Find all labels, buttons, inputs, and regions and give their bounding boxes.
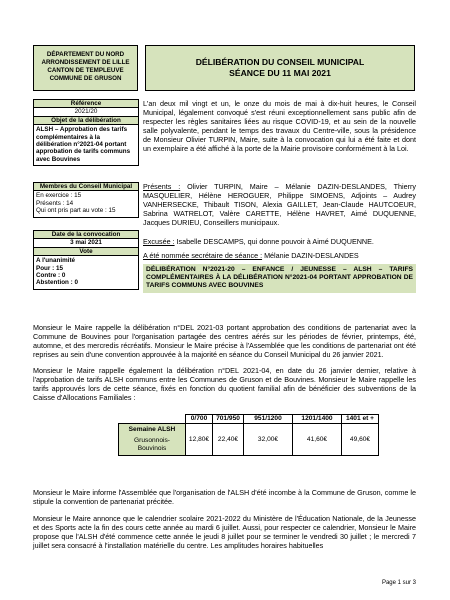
table-cell: 41,60€: [293, 424, 342, 456]
vote-label: Vote: [33, 247, 139, 255]
members-line: Présents : 14: [36, 199, 74, 207]
convocation-label: Date de la convocation: [33, 230, 139, 238]
header-left-line: COMMUNE DE GRUSON: [49, 75, 122, 82]
presents-paragraph: [143, 182, 416, 227]
deliberation-title: DÉLIBÉRATION N°2021-20 – ENFANCE / JEUNESSE – ALSH – TARIFS COMPLÉMENTAIRES À LA DÉLIBÉRATION N°2021-04 PORTANT APPROBATION DE TARIFS COMMUNS AVEC BOUVINES: [146, 266, 413, 290]
excusee-label: Excusée :: [143, 237, 175, 246]
table-header-cell: 951/1200: [244, 415, 293, 424]
table-row: [119, 424, 379, 456]
tariff-table: [118, 414, 379, 456]
header-left-line: CANTON DE TEMPLEUVE: [47, 67, 124, 74]
secretaire-paragraph: [143, 251, 416, 260]
table-cell: 49,60€: [342, 424, 379, 456]
table-header-row: [119, 415, 379, 424]
body-paragraph: Monsieur le Maire annonce que le calendrier scolaire 2021-2022 du Ministère de l'Éducation Nationale, de la Jeunesse et des Sports acte la fin des cours cette année au mardi 6 juillet. Aussi, pour respecter ce calendrier, Monsieur le Maire propose que l'ALSH d'été commence cette année le jeudi 8 juillet pour se terminer le vendredi 30 juillet ; le mercredi 7 juillet sera consacré à l'installation matérielle du centre. Les amplitudes horaires habituelles: [33, 514, 416, 551]
objet-label: Objet de la délibération: [33, 116, 139, 124]
vote-line: A l'unanimité: [36, 257, 76, 265]
session-date: SÉANCE DU 11 MAI 2021: [229, 68, 331, 78]
vote-line: Contre : 0: [36, 272, 66, 280]
page-number: Page 1 sur 3: [381, 580, 416, 586]
vote-line: Abstention : 0: [36, 279, 78, 287]
reference-panel: [33, 99, 139, 166]
body-paragraph: Monsieur le Maire rappelle la délibération n°DEL 2021-03 portant approbation des conditions de partenariat avec la Commune de Bouvines pour l'organisation partagée des centres aérés sur les périodes de février, printemps, été, automne, et des mercredis récréatifs. Monsieur le Maire précise à l'Assemblée que les conditions de partenariat ont été reprises au sein d'une convention approuvée à la majorité en séance du Conseil Municipal du 26 janvier 2021.: [33, 323, 416, 360]
body-paragraph: Monsieur le Maire rappelle également la délibération n°DEL 2021-04, en date du 26 janvier dernier, relative à l'approbation de tarifs ALSH communs entre les Communes de Gruson et de Bouvines. Monsieur le Maire rappelle les tarifs approuvés lors de cette séance, fixés en fonction du quotient familial afin de bénéficier des subventions de la Caisse d'Allocations Familiales :: [33, 366, 416, 403]
header-administrative-box: [33, 45, 138, 91]
convocation-date: 3 mai 2021: [33, 238, 139, 246]
header-title-box: [145, 45, 415, 91]
reference-value: 2021/20: [33, 107, 139, 115]
presents-text: Olivier TURPIN, Maire – Mélanie DAZIN-DESLANDES, Thierry MASQUELIER, Hélène HEROGUER, Philippe SIMOENS, Adjoints – Audrey VANHERSECKE, Thibault TISON, Alexia GAILLET, Jean-Claude HAUTCOEUR, Sabrina WATRELOT, Valère CARETTE, Hélène HAVRET, Aimé DUQUENNE, Jacques DURIEU, Conseillers municipaux.: [143, 182, 417, 228]
deliberation-title-banner: [143, 264, 416, 293]
header-left-line: DÉPARTEMENT DU NORD: [46, 51, 125, 58]
table-header-cell: 0/700: [186, 415, 213, 424]
body-paragraph: Monsieur le Maire informe l'Assemblée que l'organisation de l'ALSH d'été incombe à la Commune de Gruson, comme le stipule la convention de partenariat précitée.: [33, 488, 416, 507]
members-line: En exercice : 15: [36, 192, 82, 200]
table-header-cell: 1201/1400: [293, 415, 342, 424]
secretaire-label: A été nommée secrétaire de séance :: [143, 251, 263, 260]
table-cell: 22,40€: [213, 424, 244, 456]
vote-line: Pour : 15: [36, 264, 63, 272]
members-panel: [33, 182, 139, 218]
excusee-paragraph: [143, 237, 416, 246]
intro-paragraph: L'an deux mil vingt et un, le onze du mois de mai à dix-huit heures, le Conseil Municipal, légalement convoqué s'est réuni exceptionnellement sans public afin de respecter les règles sanitaires liées au risque COVID-19, et au sein de la nouvelle salle polyvalente, pendant le temps des travaux du Centre-ville, sous la présidence de Monsieur Olivier TURPIN, Maire, suite à la convocation qui lui a été faite et dont un exemplaire a été affiché à la porte de la Mairie provisoire conformément à la Loi.: [143, 99, 416, 154]
convocation-panel: [33, 230, 139, 290]
table-cell: 12,80€: [186, 424, 213, 456]
secretaire-text: Mélanie DAZIN-DESLANDES: [264, 251, 359, 260]
document-title: DÉLIBÉRATION DU CONSEIL MUNICIPAL: [195, 57, 365, 67]
table-row-label: Semaine ALSH Grusonnois-Bouvinois: [119, 424, 186, 456]
presents-label: Présents :: [143, 182, 181, 191]
table-cell: 32,00€: [244, 424, 293, 456]
table-header-cell: 701/950: [213, 415, 244, 424]
excusee-text: Isabelle DESCAMPS, qui donne pouvoir à Aimé DUQUENNE.: [176, 237, 374, 246]
reference-label: Référence: [33, 99, 139, 107]
table-header-cell: 1401 et +: [342, 415, 379, 424]
members-line: Qui ont pris part au vote : 15: [36, 207, 116, 215]
objet-text: ALSH – Approbation des tarifs complémentaires à la délibération n°2021-04 portant approbation de tarifs communs avec Bouvines: [33, 124, 139, 166]
members-label: Membres du Conseil Municipal: [33, 182, 139, 190]
header-left-line: ARRONDISSEMENT DE LILLE: [41, 59, 130, 66]
